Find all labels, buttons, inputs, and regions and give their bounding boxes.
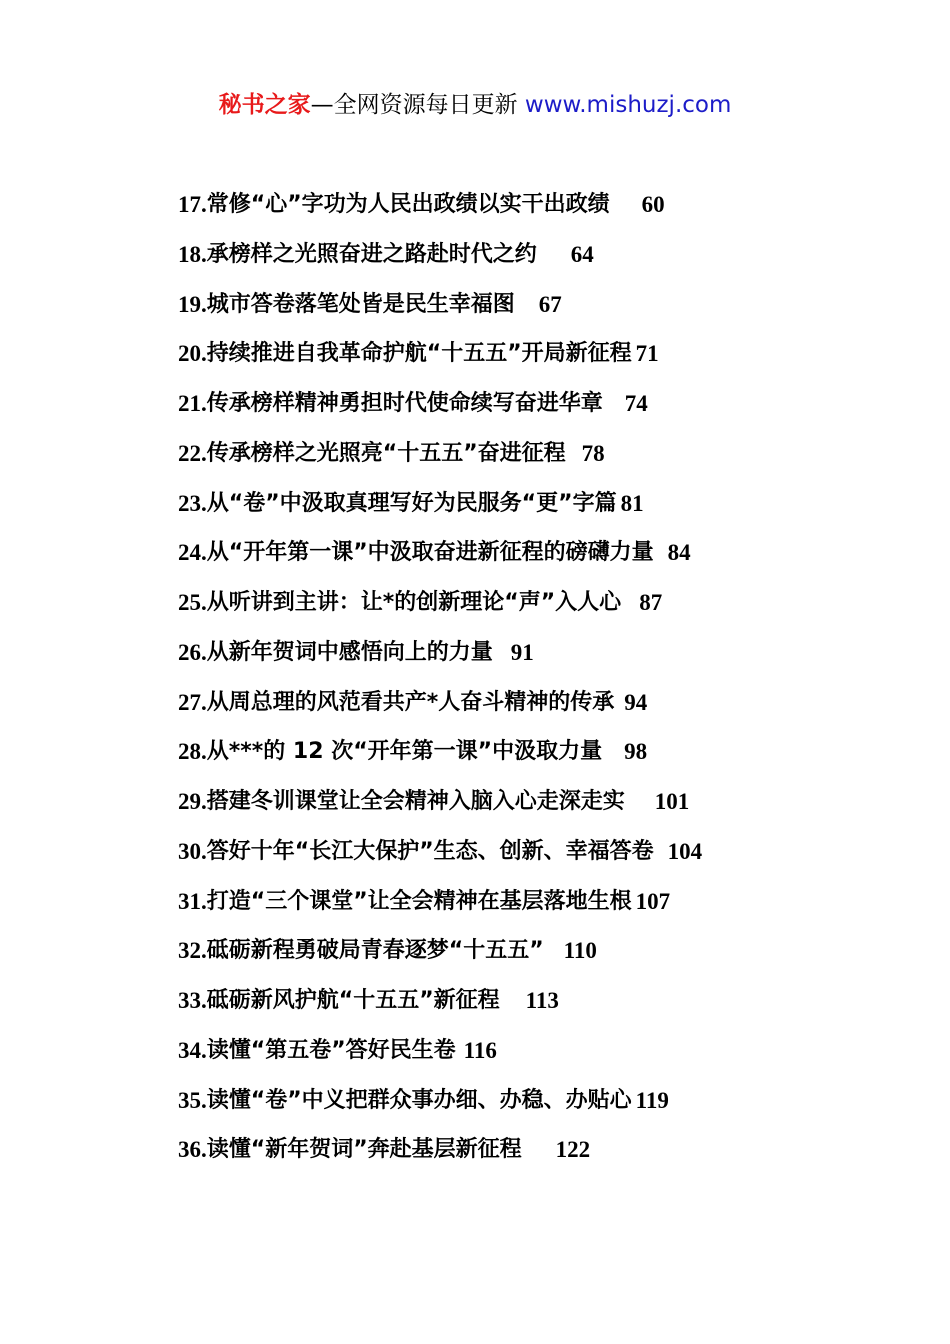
toc-entry-number: 23. [178, 490, 207, 516]
toc-entry [178, 533, 878, 583]
toc-entry-number: 22. [178, 440, 207, 466]
toc-entry [178, 732, 878, 782]
toc-entry-title: 打造“三个课堂”让全会精神在基层落地生根 [206, 888, 632, 914]
toc-entry-number: 34. [178, 1037, 207, 1063]
site-header [0, 88, 950, 122]
toc-entry [178, 782, 878, 832]
toc-entry-page: 60 [641, 192, 665, 217]
toc-entry-title: 常修“心”字功为人民出政绩以实干出政绩 [206, 192, 610, 217]
toc-entry-number: 21. [178, 391, 207, 416]
toc-entry-page: 107 [635, 888, 671, 914]
toc-entry [178, 832, 878, 882]
toc-entry-number: 29. [178, 789, 207, 814]
toc-entry [178, 384, 878, 434]
toc-entry [178, 1130, 878, 1180]
toc-entry-number: 18. [178, 241, 207, 267]
toc-entry-title: 从***的 12 次“开年第一课”中汲取力量 [206, 739, 603, 765]
toc-entry-page: 64 [570, 241, 594, 267]
toc-entry [178, 235, 878, 285]
toc-entry-title: 持续推进自我革命护航“十五五”开局新征程 [206, 341, 632, 367]
toc-entry-page: 116 [463, 1037, 497, 1063]
toc-entry [178, 633, 878, 683]
toc-entry-title: 承榜样之光照奋进之路赴时代之约 [206, 241, 537, 267]
toc-entry-number: 30. [178, 838, 207, 864]
brand-name: 秘书之家 [218, 92, 311, 118]
toc-entry-number: 36. [178, 1137, 207, 1163]
toc-entry [178, 285, 878, 335]
toc-entry-title: 从听讲到主讲：让*的创新理论“声”入人心 [206, 590, 622, 615]
toc-entry-number: 31. [178, 888, 207, 914]
toc-entry-page: 110 [563, 938, 597, 964]
toc-entry-title: 砥砺新程勇破局青春逐梦“十五五” [206, 938, 544, 964]
table-of-contents [178, 185, 878, 1180]
toc-entry-title: 从“卷”中汲取真理写好为民服务“更”字篇 [206, 490, 617, 516]
header-dash: — [310, 92, 334, 118]
toc-entry-title: 城市答卷落笔处皆是民生幸福图 [206, 291, 515, 317]
toc-entry-title: 从周总理的风范看共产*人奋斗精神的传承 [206, 689, 615, 715]
toc-entry-page: 84 [667, 540, 691, 566]
toc-entry [178, 334, 878, 384]
toc-entry [178, 484, 878, 534]
header-tagline: 全网资源每日更新 [333, 92, 518, 118]
toc-entry [178, 434, 878, 484]
site-url-link[interactable]: www.mishuzj.com [524, 92, 732, 118]
toc-entry [178, 882, 878, 932]
toc-entry-page: 104 [667, 838, 703, 864]
toc-entry-page: 119 [635, 1087, 669, 1113]
toc-entry-title: 读懂“新年贺词”奔赴基层新征程 [206, 1137, 522, 1163]
toc-entry-title: 答好十年“长江大保护”生态、创新、幸福答卷 [206, 838, 654, 864]
toc-entry-page: 67 [538, 291, 562, 317]
toc-entry [178, 1031, 878, 1081]
toc-entry-number: 20. [178, 341, 207, 367]
toc-entry-number: 32. [178, 938, 207, 964]
toc-entry [178, 1081, 878, 1131]
toc-entry [178, 981, 878, 1031]
toc-entry-number: 35. [178, 1087, 207, 1113]
toc-entry-title: 读懂“第五卷”答好民生卷 [206, 1037, 456, 1063]
toc-entry-number: 33. [178, 988, 207, 1013]
toc-entry-title: 从“开年第一课”中汲取奋进新征程的磅礴力量 [206, 540, 654, 566]
toc-entry [178, 583, 878, 633]
toc-entry-number: 27. [178, 689, 207, 715]
toc-entry-page: 101 [654, 789, 690, 814]
toc-entry [178, 931, 878, 981]
toc-entry [178, 185, 878, 235]
toc-entry-page: 122 [555, 1137, 591, 1163]
toc-entry-title: 传承榜样精神勇担时代使命续写奋进华章 [206, 391, 603, 416]
toc-entry-number: 24. [178, 540, 207, 566]
toc-entry-title: 砥砺新风护航“十五五”新征程 [206, 988, 500, 1013]
toc-entry-number: 26. [178, 639, 207, 665]
toc-entry-page: 78 [581, 440, 605, 466]
toc-entry-title: 传承榜样之光照亮“十五五”奋进征程 [206, 440, 566, 466]
toc-entry-number: 17. [178, 192, 207, 217]
toc-entry [178, 683, 878, 733]
toc-entry-number: 28. [178, 739, 207, 765]
toc-entry-page: 87 [639, 590, 663, 615]
toc-entry-title: 读懂“卷”中义把群众事办细、办稳、办贴心 [206, 1087, 632, 1113]
toc-entry-number: 25. [178, 590, 207, 615]
toc-entry-page: 98 [624, 739, 648, 765]
toc-entry-page: 74 [624, 391, 648, 416]
toc-entry-page: 94 [624, 689, 648, 715]
toc-entry-page: 91 [510, 639, 534, 665]
toc-entry-page: 113 [525, 988, 559, 1013]
toc-entry-page: 81 [620, 490, 644, 516]
toc-entry-title: 从新年贺词中感悟向上的力量 [206, 639, 493, 665]
toc-entry-number: 19. [178, 291, 207, 317]
toc-entry-title: 搭建冬训课堂让全会精神入脑入心走深走实 [206, 789, 625, 814]
toc-entry-page: 71 [635, 341, 659, 367]
